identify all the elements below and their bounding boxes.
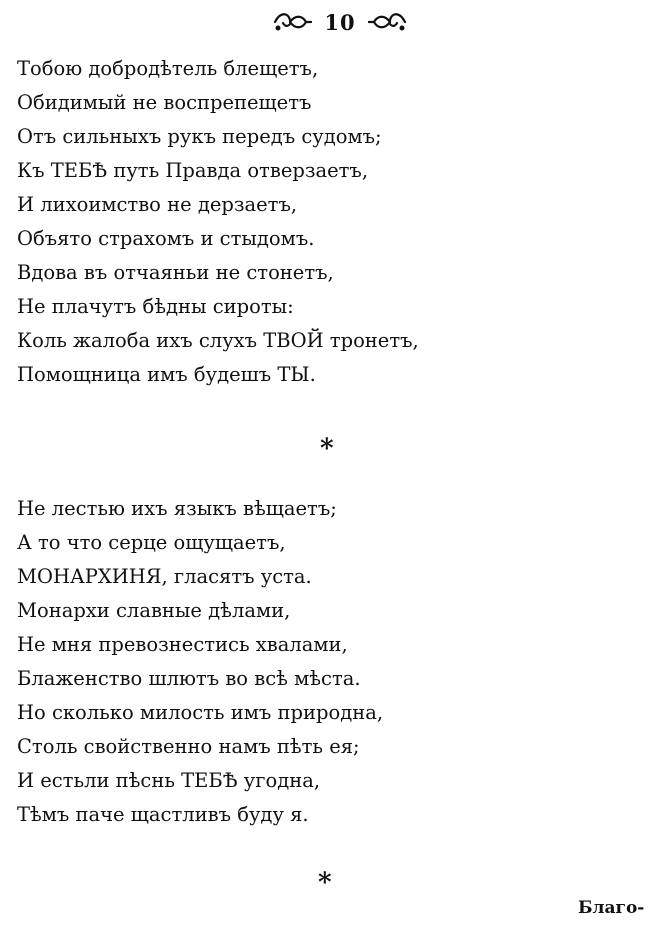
verse-line: И естьли пѣснь ТЕБѢ угодна, bbox=[17, 769, 321, 792]
verse-line: Но сколько милость имъ природна, bbox=[17, 701, 384, 724]
verse-line: Тобою добродѣтель блещетъ, bbox=[17, 57, 319, 80]
verse-line: Помощница имъ будешъ ТЫ. bbox=[17, 363, 316, 386]
verse-line: Къ ТЕБѢ путь Правда отверзаетъ, bbox=[17, 159, 369, 182]
verse-line: Блаженство шлютъ во всѣ мѣста. bbox=[17, 667, 361, 690]
stanza-separator: * bbox=[320, 434, 334, 464]
verse-line: Отъ сильныхъ рукъ передъ судомъ; bbox=[17, 125, 382, 148]
floral-ornament-icon bbox=[272, 10, 312, 34]
verse-line: Вдова въ отчаяньи не стонетъ, bbox=[17, 261, 334, 284]
verse-line: Обидимый не воспрепещетъ bbox=[17, 91, 312, 114]
verse-line: И лихоимство не дерзаетъ, bbox=[17, 193, 298, 216]
verse-line: Тѣмъ паче щастливъ буду я. bbox=[17, 803, 309, 826]
verse-line: Не плачутъ бѣдны сироты: bbox=[17, 295, 294, 318]
verse-line: Объято страхомъ и стыдомъ. bbox=[17, 227, 315, 250]
verse-line: Не лестью ихъ языкъ вѣщаетъ; bbox=[17, 497, 337, 520]
verse-line: Коль жалоба ихъ слухъ ТВОЙ тронетъ, bbox=[17, 329, 419, 352]
page-number: 10 bbox=[324, 10, 356, 35]
floral-ornament-icon bbox=[368, 10, 408, 34]
stanza-separator: * bbox=[318, 868, 332, 898]
verse-line: Столь свойственно намъ пѣть ея; bbox=[17, 735, 360, 758]
page-header bbox=[0, 8, 660, 38]
catchword: Благо- bbox=[578, 898, 645, 918]
verse-line: Не мня превознестись хвалами, bbox=[17, 633, 348, 656]
verse-line: Монархи славные дѣлами, bbox=[17, 599, 291, 622]
verse-line: МОНАРХИНЯ, гласятъ уста. bbox=[17, 565, 312, 588]
verse-line: А то что серце ощущаетъ, bbox=[17, 531, 286, 554]
